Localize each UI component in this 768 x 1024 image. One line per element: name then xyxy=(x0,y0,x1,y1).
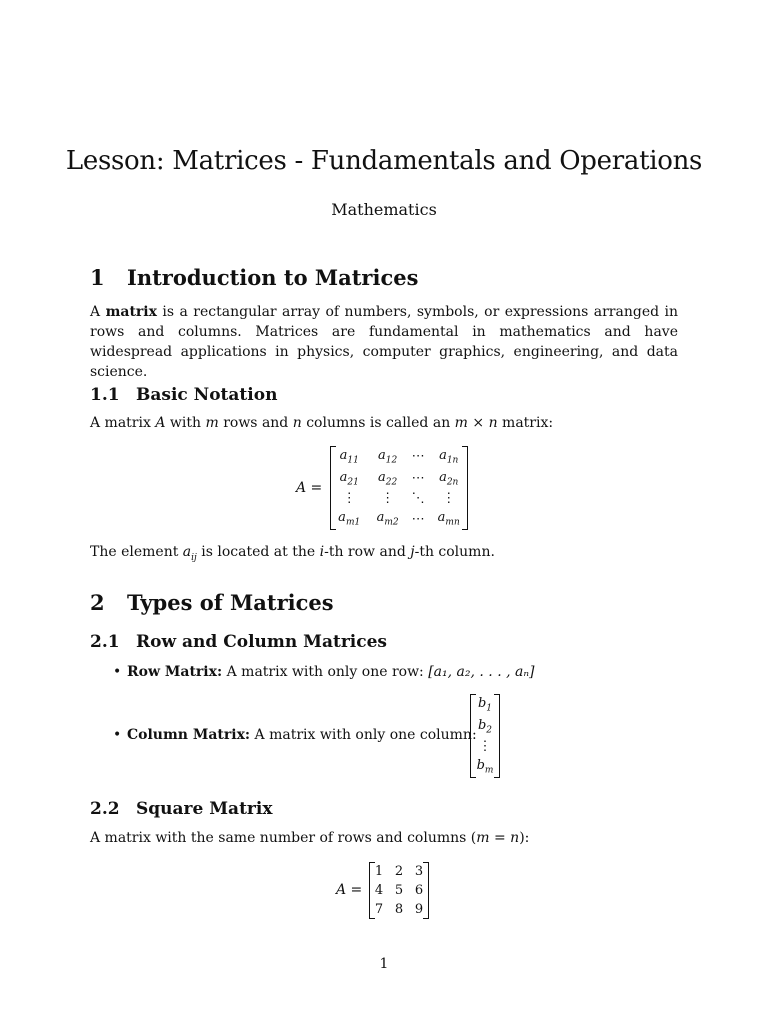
section-number: 1 xyxy=(90,265,105,290)
matrix-grid xyxy=(470,694,500,778)
matrix-cell: 3 xyxy=(414,864,424,879)
text-span: with xyxy=(165,415,206,431)
bullet-text: A matrix with only one column: xyxy=(250,727,477,743)
bullet-dot: • xyxy=(113,727,122,743)
notation-text xyxy=(90,415,553,431)
bullet-label: Row Matrix: xyxy=(127,664,223,680)
math-subscript: ij xyxy=(191,552,197,563)
intro-paragraph xyxy=(90,302,678,382)
text-span: A xyxy=(90,304,106,320)
bullet-text: A matrix with only one row: xyxy=(222,664,429,680)
math-var: i xyxy=(319,544,325,560)
math-var: n xyxy=(510,830,520,846)
subsection-title: Square Matrix xyxy=(136,799,273,819)
equation-lhs: A = xyxy=(336,882,363,898)
math-var: m xyxy=(205,415,219,431)
subsection-heading-2-2 xyxy=(90,799,272,819)
square-matrix xyxy=(369,862,429,919)
subsection-title: Row and Column Matrices xyxy=(136,632,387,652)
matrix-cell: $a_{2n}$ xyxy=(439,469,459,488)
matrix-cell: 4 xyxy=(374,883,384,898)
matrix-cell: ⋮ xyxy=(442,491,456,507)
subsection-heading-2-1 xyxy=(90,632,387,652)
document-subtitle: Mathematics xyxy=(331,200,437,219)
subsection-heading-1-1 xyxy=(90,385,277,405)
general-matrix xyxy=(330,446,468,530)
section-heading-1 xyxy=(90,265,418,290)
bullet-dot: • xyxy=(113,664,122,680)
matrix-cell: 5 xyxy=(394,883,404,898)
math-var: j xyxy=(410,544,415,560)
matrix-cell: $a_{11}$ xyxy=(339,448,359,466)
subsection-number: 2.1 xyxy=(90,632,120,652)
text-span: The element xyxy=(90,544,183,560)
bullet-label: Column Matrix: xyxy=(127,727,251,743)
matrix-cell: ⋮ xyxy=(342,491,356,507)
text-span: is located at the xyxy=(196,544,320,560)
math-var: a xyxy=(182,544,192,560)
element-description xyxy=(90,544,495,563)
matrix-cell: $a_{m2}$ xyxy=(376,510,399,528)
matrix-cell: $a_{mn}$ xyxy=(437,510,460,528)
section-number: 2 xyxy=(90,590,105,615)
matrix-cell: $a_{21}$ xyxy=(339,469,359,488)
matrix-cell: $a_{22}$ xyxy=(377,469,398,488)
text-span: A matrix xyxy=(90,415,156,431)
subsection-number: 2.2 xyxy=(90,799,120,819)
text-span: = xyxy=(489,830,511,846)
matrix-cell: $b_1$ xyxy=(477,696,493,714)
page-number: 1 xyxy=(379,956,389,972)
text-span: is a rectangular array of numbers, symbols, or expressions arranged in rows and columns. Matrices are fundamental in mathematics and have widespread applications in physics, computer graphics, engineering, and data science. xyxy=(90,304,679,380)
matrix-cell: 1 xyxy=(374,864,384,879)
matrix-cell: $a_{12}$ xyxy=(377,448,398,466)
matrix-cell: $b_m$ xyxy=(476,758,494,776)
math-var: n xyxy=(292,415,302,431)
text-span: -th row and xyxy=(324,544,411,560)
row-matrix-math: [a₁, a₂, . . . , aₙ] xyxy=(428,664,535,680)
text-span: -th column. xyxy=(414,544,495,560)
bullet-column-matrix xyxy=(113,727,477,743)
matrix-cell: ⋯ xyxy=(411,471,425,487)
matrix-cell: ⋮ xyxy=(381,491,395,507)
matrix-cell: $a_{m1}$ xyxy=(338,510,361,528)
matrix-cell: 9 xyxy=(414,902,424,917)
bold-term: matrix xyxy=(105,304,157,320)
document-title: Lesson: Matrices - Fundamentals and Operations xyxy=(65,146,703,176)
square-matrix-text xyxy=(90,830,529,846)
matrix-cell: $a_{1n}$ xyxy=(439,448,459,466)
column-matrix xyxy=(470,694,500,778)
matrix-cell: 2 xyxy=(394,864,404,879)
math-expr: m × n xyxy=(454,415,498,431)
subsection-title: Basic Notation xyxy=(136,385,278,405)
text-span: ): xyxy=(519,830,530,846)
section-title: Types of Matrices xyxy=(127,590,334,615)
math-var: m xyxy=(476,830,490,846)
text-span: A matrix with the same number of rows and columns ( xyxy=(90,830,477,846)
matrix-cell: 8 xyxy=(394,902,404,917)
text-span: rows and xyxy=(218,415,293,431)
matrix-cell: 7 xyxy=(374,902,384,917)
matrix-cell: 6 xyxy=(414,883,424,898)
section-heading-2 xyxy=(90,590,334,615)
math-var: A xyxy=(155,415,166,431)
matrix-cell: ⋯ xyxy=(411,449,425,465)
matrix-cell: $b_2$ xyxy=(477,717,493,736)
section-title: Introduction to Matrices xyxy=(127,265,419,290)
bullet-row-matrix xyxy=(113,664,534,680)
matrix-grid xyxy=(369,862,429,919)
matrix-cell: ⋯ xyxy=(411,511,425,527)
equation-lhs: A = xyxy=(296,480,323,496)
matrix-grid xyxy=(330,446,468,530)
text-span: matrix: xyxy=(497,415,554,431)
matrix-cell: ⋱ xyxy=(411,491,425,507)
subsection-number: 1.1 xyxy=(90,385,120,405)
matrix-cell: ⋮ xyxy=(478,739,492,755)
text-span: columns is called an xyxy=(301,415,455,431)
